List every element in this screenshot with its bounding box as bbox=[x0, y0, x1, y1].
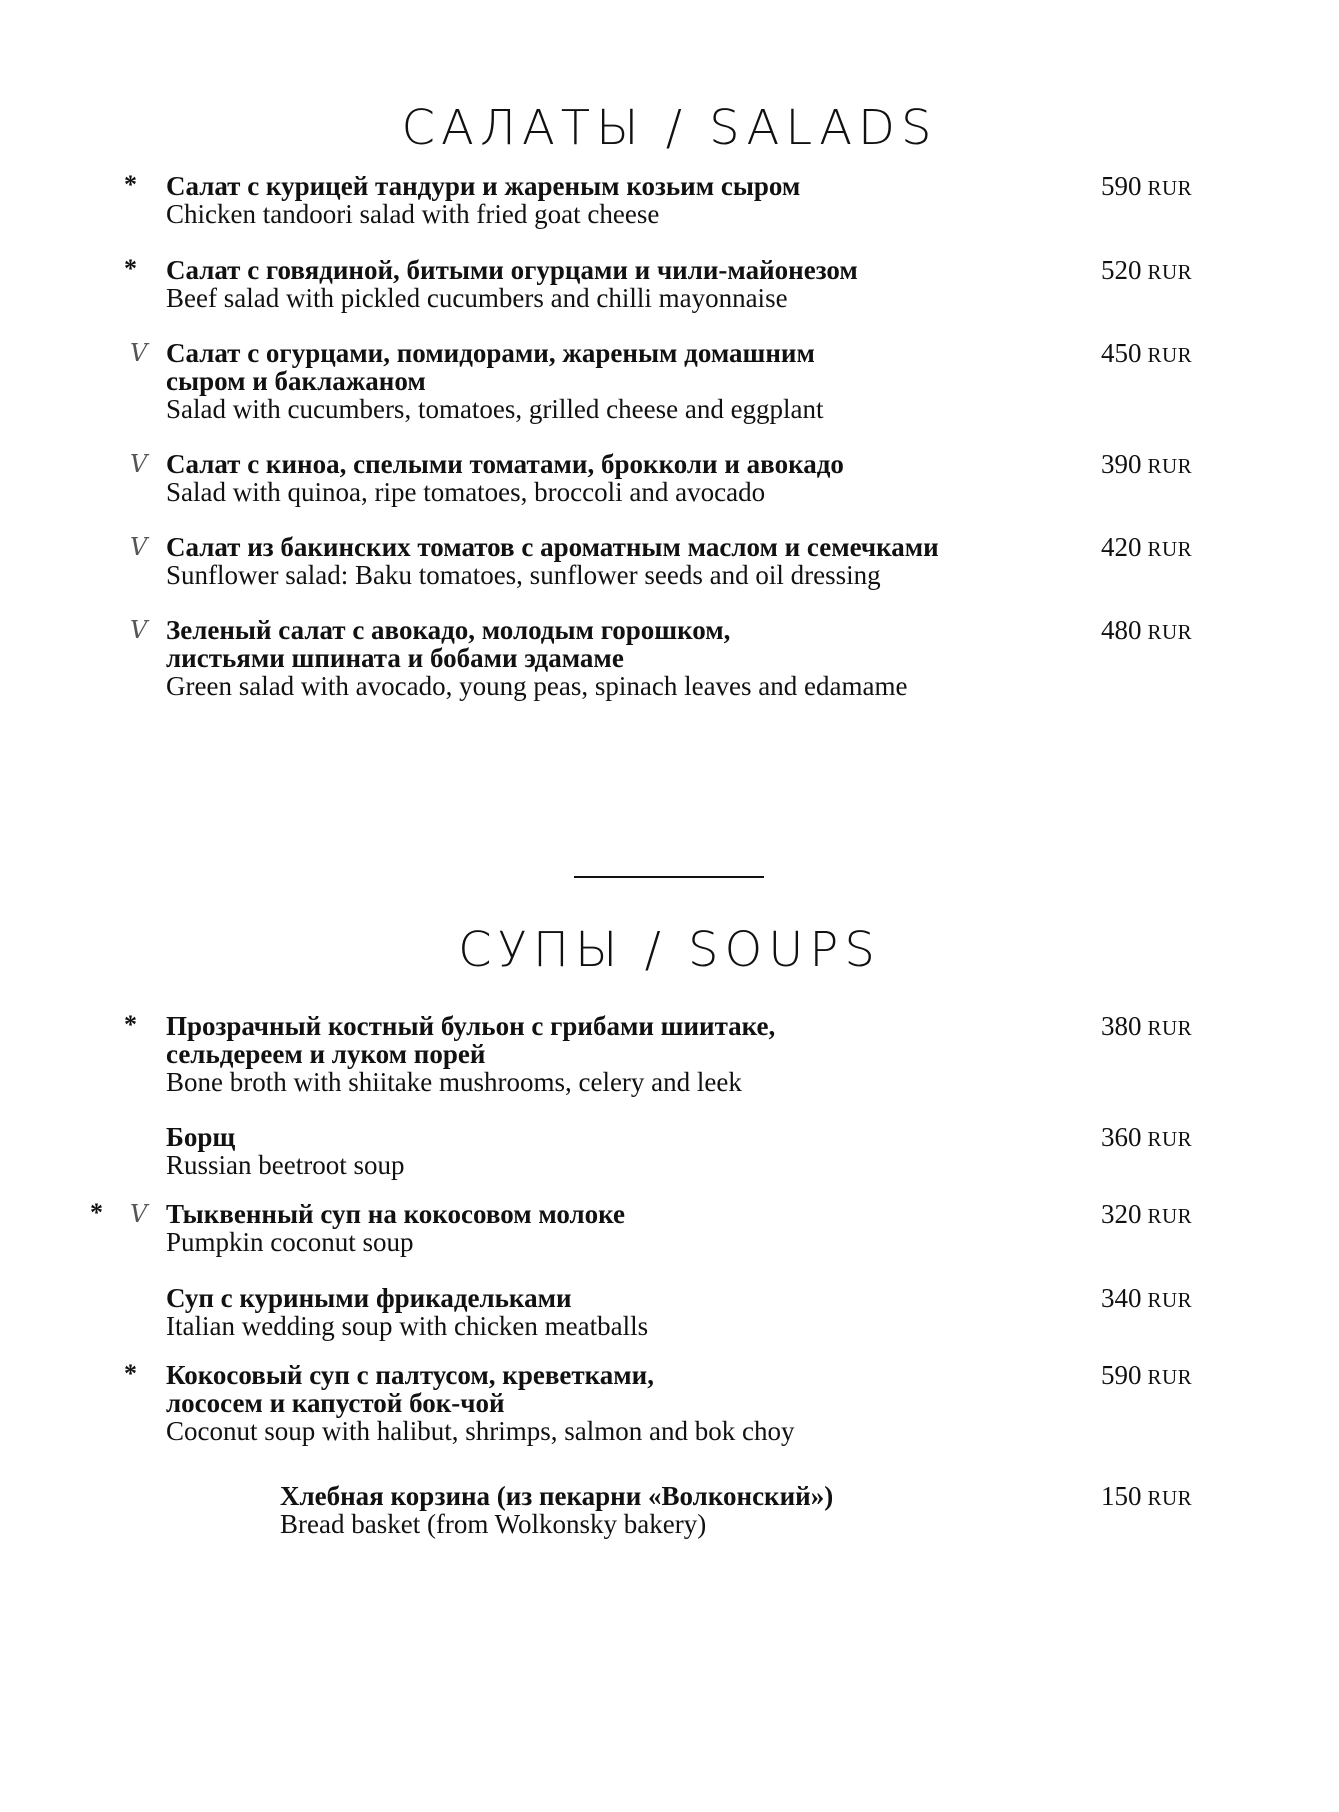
star-marker: * bbox=[124, 1010, 137, 1039]
price-currency: RUR bbox=[1147, 176, 1193, 200]
price bbox=[1101, 1284, 1192, 1314]
dish-name-ru: Борщ bbox=[166, 1122, 236, 1152]
dish-name-en: Pumpkin coconut soup bbox=[166, 1227, 414, 1257]
dish-name-en: Salad with cucumbers, tomatoes, grilled cheese and eggplant bbox=[166, 394, 824, 424]
star-marker: * bbox=[124, 170, 137, 199]
price-value: 450 bbox=[1101, 338, 1142, 368]
price bbox=[1101, 339, 1192, 369]
price-value: 520 bbox=[1101, 255, 1142, 285]
price-value: 340 bbox=[1101, 1283, 1142, 1313]
price-value: 150 bbox=[1101, 1481, 1142, 1511]
price-value: 320 bbox=[1101, 1199, 1142, 1229]
price bbox=[1101, 256, 1192, 286]
price-currency: RUR bbox=[1147, 1486, 1193, 1510]
section-divider bbox=[574, 876, 764, 878]
dish-name-ru: Салат с огурцами, помидорами, жареным домашним сыром и баклажаном bbox=[166, 338, 815, 396]
dish-name-ru: Зеленый салат с авокадо, молодым горошком, листьями шпината и бобами эдамаме bbox=[166, 615, 731, 673]
dish-name-en: Bone broth with shiitake mushrooms, celery and leek bbox=[166, 1067, 742, 1097]
dish-name-ru: Салат из бакинских томатов с ароматным маслом и семечками bbox=[166, 532, 939, 562]
price bbox=[1101, 172, 1192, 202]
dish-name-en: Green salad with avocado, young peas, spinach leaves and edamame bbox=[166, 671, 908, 701]
dish-name-en: Sunflower salad: Baku tomatoes, sunflower seeds and oil dressing bbox=[166, 560, 881, 590]
star-marker: * bbox=[124, 1359, 137, 1388]
dish-name-en: Bread basket (from Wolkonsky bakery) bbox=[280, 1509, 707, 1539]
price bbox=[1101, 533, 1192, 563]
price-currency: RUR bbox=[1147, 343, 1193, 367]
dish-name-en: Coconut soup with halibut, shrimps, salmon and bok choy bbox=[166, 1416, 795, 1446]
price bbox=[1101, 616, 1192, 646]
price-currency: RUR bbox=[1147, 537, 1193, 561]
price-value: 390 bbox=[1101, 449, 1142, 479]
dish-name-en: Chicken tandoori salad with fried goat cheese bbox=[166, 199, 660, 229]
price-currency: RUR bbox=[1147, 1288, 1193, 1312]
price-currency: RUR bbox=[1147, 1016, 1193, 1040]
price-value: 420 bbox=[1101, 532, 1142, 562]
dish-name-en: Beef salad with pickled cucumbers and chilli mayonnaise bbox=[166, 283, 788, 313]
price-currency: RUR bbox=[1147, 1204, 1193, 1228]
section-title-salads: САЛАТЫ / SALADS bbox=[401, 100, 938, 156]
dish-name-ru: Салат с говядиной, битыми огурцами и чили-майонезом bbox=[166, 255, 858, 285]
price-value: 590 bbox=[1101, 1360, 1142, 1390]
section-title-soups: СУПЫ / SOUPS bbox=[458, 922, 881, 978]
vegetarian-icon: V bbox=[130, 339, 148, 367]
dish-name-ru: Кокосовый суп с палтусом, креветками, лососем и капустой бок-чой bbox=[166, 1360, 654, 1418]
dish-name-en: Russian beetroot soup bbox=[166, 1150, 405, 1180]
price-value: 480 bbox=[1101, 615, 1142, 645]
price-currency: RUR bbox=[1147, 260, 1193, 284]
price-currency: RUR bbox=[1147, 1127, 1193, 1151]
star-marker: * bbox=[124, 254, 137, 283]
dish-name-ru: Суп с куриными фрикадельками bbox=[166, 1283, 572, 1313]
dish-name-ru: Тыквенный суп на кокосовом молоке bbox=[166, 1199, 626, 1229]
price-currency: RUR bbox=[1147, 1365, 1193, 1389]
star-marker: * bbox=[90, 1198, 103, 1227]
vegetarian-icon: V bbox=[130, 616, 148, 644]
price bbox=[1101, 1123, 1192, 1153]
price-currency: RUR bbox=[1147, 620, 1193, 644]
vegetarian-icon: V bbox=[130, 533, 148, 561]
price-currency: RUR bbox=[1147, 454, 1193, 478]
vegetarian-icon: V bbox=[130, 450, 148, 478]
dish-name-en: Salad with quinoa, ripe tomatoes, broccoli and avocado bbox=[166, 477, 766, 507]
vegetarian-icon: V bbox=[130, 1200, 148, 1228]
dish-name-ru: Хлебная корзина (из пекарни «Волконский») bbox=[280, 1481, 834, 1511]
dish-name-ru: Прозрачный костный бульон с грибами шиитаке, сельдереем и луком порей bbox=[166, 1011, 776, 1069]
price bbox=[1101, 1361, 1192, 1391]
price bbox=[1101, 1482, 1192, 1512]
price bbox=[1101, 450, 1192, 480]
dish-name-ru: Салат с киноа, спелыми томатами, брокколи и авокадо bbox=[166, 449, 844, 479]
price bbox=[1101, 1012, 1192, 1042]
price bbox=[1101, 1200, 1192, 1230]
price-value: 380 bbox=[1101, 1011, 1142, 1041]
dish-name-ru: Салат с курицей тандури и жареным козьим сыром bbox=[166, 171, 801, 201]
dish-name-en: Italian wedding soup with chicken meatballs bbox=[166, 1311, 649, 1341]
price-value: 590 bbox=[1101, 171, 1142, 201]
price-value: 360 bbox=[1101, 1122, 1142, 1152]
